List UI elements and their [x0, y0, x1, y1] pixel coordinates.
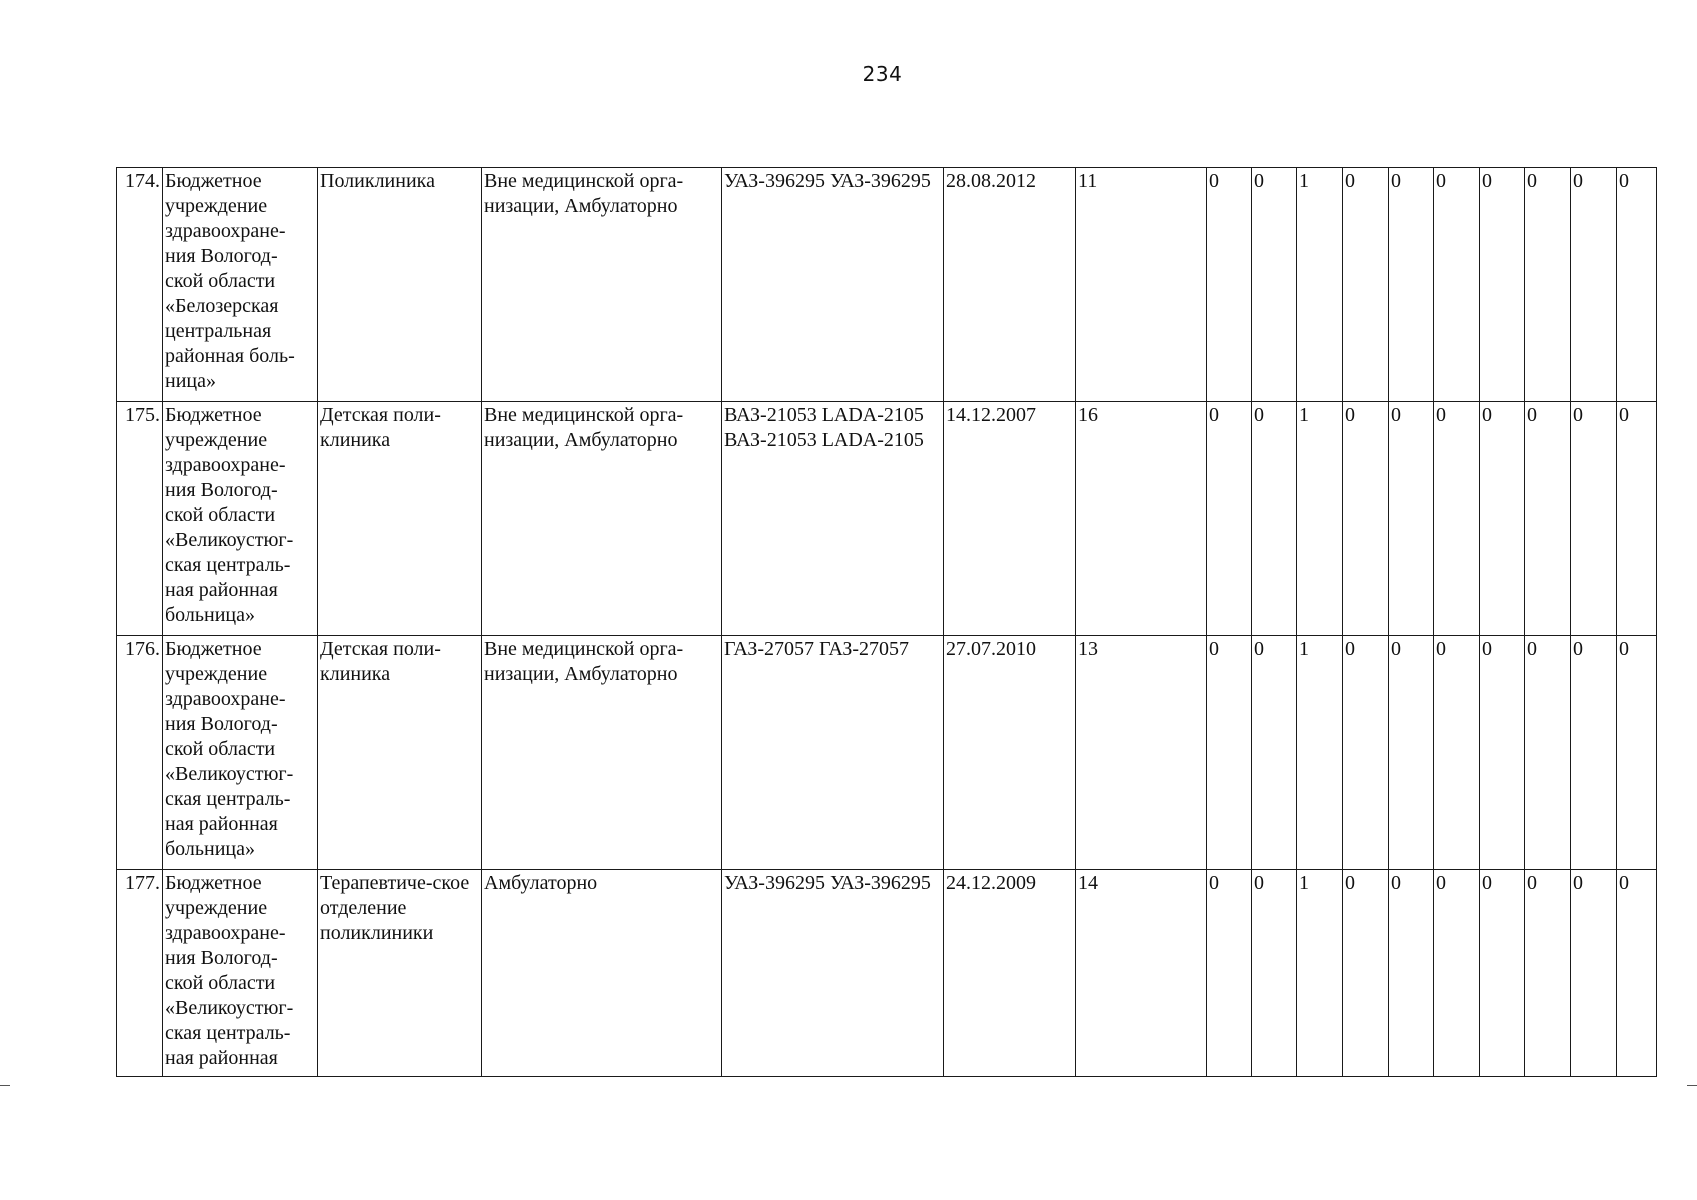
unit-cell: Детская поли-клиника: [318, 636, 482, 870]
scan-edge-mark-right: [1687, 1085, 1697, 1086]
value-cell: 14: [1076, 870, 1207, 1077]
flag-cell: 0: [1525, 402, 1571, 636]
flag-cell: 0: [1434, 402, 1480, 636]
vehicle-cell: ВАЗ-21053 LADA-2105 ВАЗ-21053 LADA-2105: [722, 402, 944, 636]
flag-cell: 0: [1389, 168, 1434, 402]
flag-cell: 0: [1207, 402, 1252, 636]
organization-cell: Бюджетное учреждение здравоохране-ния Вологод-ской области «Великоустюг-ская централь-ная районная: [163, 870, 318, 1077]
flag-cell: 0: [1525, 168, 1571, 402]
organization-cell: Бюджетное учреждение здравоохране-ния Вологод-ской области «Белозерская центральная районная боль-ница»: [163, 168, 318, 402]
flag-cell: 0: [1343, 870, 1389, 1077]
flag-cell: 0: [1434, 636, 1480, 870]
date-cell: 24.12.2009: [944, 870, 1076, 1077]
flag-cell: 0: [1480, 402, 1525, 636]
flag-cell: 0: [1617, 870, 1657, 1077]
flag-cell: 0: [1480, 636, 1525, 870]
flag-cell: 0: [1207, 168, 1252, 402]
flag-cell: 0: [1571, 402, 1617, 636]
conditions-cell: Вне медицинской орга-низации, Амбулаторно: [482, 402, 722, 636]
unit-cell: Терапевтиче-ское отделение поликлиники: [318, 870, 482, 1077]
table-row: [117, 870, 1657, 1077]
date-cell: 28.08.2012: [944, 168, 1076, 402]
flag-cell: 1: [1297, 402, 1343, 636]
flag-cell: 0: [1389, 870, 1434, 1077]
vehicle-cell: УАЗ-396295 УАЗ-396295: [722, 870, 944, 1077]
flag-cell: 0: [1389, 402, 1434, 636]
date-cell: 14.12.2007: [944, 402, 1076, 636]
value-cell: 13: [1076, 636, 1207, 870]
flag-cell: 0: [1525, 636, 1571, 870]
flag-cell: 0: [1434, 870, 1480, 1077]
flag-cell: 0: [1571, 870, 1617, 1077]
table-row: [117, 402, 1657, 636]
flag-cell: 1: [1297, 870, 1343, 1077]
organization-cell: Бюджетное учреждение здравоохране-ния Вологод-ской области «Великоустюг-ская централь-ная районная больница»: [163, 402, 318, 636]
unit-cell: Детская поли-клиника: [318, 402, 482, 636]
row-number: 175.: [117, 402, 163, 636]
flag-cell: 0: [1434, 168, 1480, 402]
flag-cell: 0: [1389, 636, 1434, 870]
value-cell: 16: [1076, 402, 1207, 636]
organization-cell: Бюджетное учреждение здравоохране-ния Вологод-ской области «Великоустюг-ская централь-ная районная больница»: [163, 636, 318, 870]
flag-cell: 0: [1252, 402, 1297, 636]
flag-cell: 0: [1343, 636, 1389, 870]
value-cell: 11: [1076, 168, 1207, 402]
conditions-cell: Вне медицинской орга-низации, Амбулаторно: [482, 168, 722, 402]
row-number: 176.: [117, 636, 163, 870]
row-number: 177.: [117, 870, 163, 1077]
flag-cell: 1: [1297, 636, 1343, 870]
flag-cell: 0: [1207, 636, 1252, 870]
unit-cell: Поликлиника: [318, 168, 482, 402]
conditions-cell: Вне медицинской орга-низации, Амбулаторно: [482, 636, 722, 870]
vehicle-cell: ГАЗ-27057 ГАЗ-27057: [722, 636, 944, 870]
flag-cell: 0: [1617, 636, 1657, 870]
flag-cell: 0: [1252, 168, 1297, 402]
flag-cell: 0: [1571, 168, 1617, 402]
flag-cell: 0: [1343, 168, 1389, 402]
table-row: [117, 168, 1657, 402]
flag-cell: 0: [1252, 870, 1297, 1077]
flag-cell: 0: [1252, 636, 1297, 870]
page-number: 234: [862, 62, 903, 86]
scan-edge-mark-left: [0, 1085, 10, 1086]
flag-cell: 0: [1525, 870, 1571, 1077]
vehicle-cell: УАЗ-396295 УАЗ-396295: [722, 168, 944, 402]
date-cell: 27.07.2010: [944, 636, 1076, 870]
row-number: 174.: [117, 168, 163, 402]
table-row: [117, 636, 1657, 870]
flag-cell: 0: [1480, 168, 1525, 402]
flag-cell: 0: [1571, 636, 1617, 870]
conditions-cell: Амбулаторно: [482, 870, 722, 1077]
flag-cell: 0: [1617, 168, 1657, 402]
flag-cell: 0: [1480, 870, 1525, 1077]
registry-body: [117, 168, 1657, 1077]
flag-cell: 1: [1297, 168, 1343, 402]
flag-cell: 0: [1617, 402, 1657, 636]
flag-cell: 0: [1207, 870, 1252, 1077]
flag-cell: 0: [1343, 402, 1389, 636]
registry-table: [116, 167, 1657, 1077]
